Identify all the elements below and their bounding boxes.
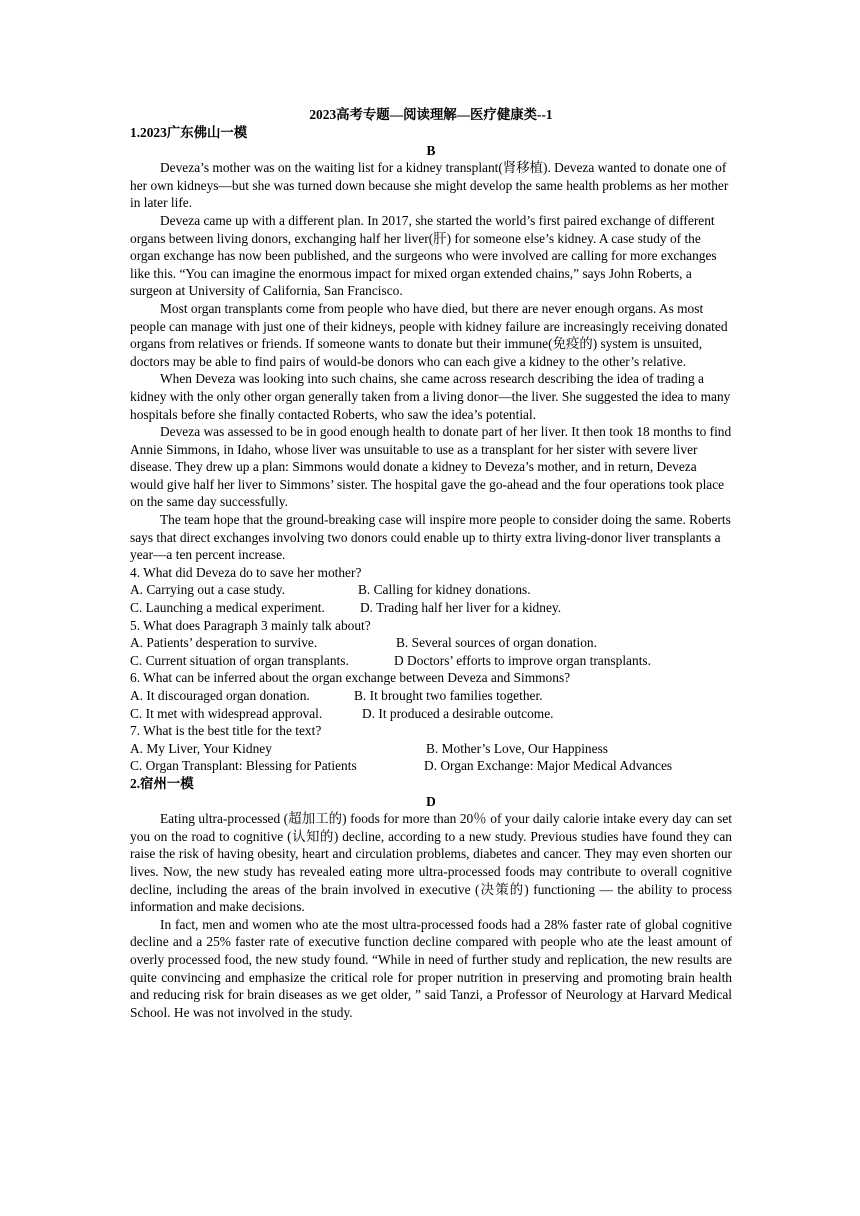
section-heading-2: 2.宿州一模 bbox=[130, 775, 194, 791]
paragraph: When Deveza was looking into such chains, she came across research describing the idea of trading a kidney with the only other organ generally taken from a living donor—the liver. She suggested the idea to many hospitals before she finally contacted Roberts, who saw the idea’s potential. bbox=[130, 371, 731, 422]
option-d: D. It produced a desirable outcome. bbox=[362, 705, 554, 721]
option-row bbox=[130, 757, 732, 775]
question-stem: 7. What is the best title for the text? bbox=[130, 723, 322, 739]
option-d: D. Trading half her liver for a kidney. bbox=[360, 600, 562, 616]
paragraph: Most organ transplants come from people who have died, but there are never enough organs. As most people can manage with just one of their kidneys, people with kidney failure are increasingly receiving donated organs from relatives or friends. If someone wants to donate but their immune(免疫的) system is unsuited, doctors may be able to find pairs of would-be donors who can each give a kidney to the other’s relative. bbox=[130, 300, 728, 369]
option-c: C. Organ Transplant: Blessing for Patients bbox=[130, 758, 357, 774]
option-b: B. Calling for kidney donations. bbox=[358, 582, 531, 598]
option-row bbox=[130, 652, 732, 670]
paragraph: Deveza’s mother was on the waiting list for a kidney transplant(肾移植). Deveza wanted to donate one of her own kidneys—but she was turned down because she might develop the same health problems as her mother in later life. bbox=[130, 160, 729, 211]
section-heading-1: 1.2023广东佛山一模 bbox=[130, 125, 248, 140]
option-row bbox=[130, 740, 732, 758]
option-a: A. My Liver, Your Kidney bbox=[130, 740, 272, 756]
option-c: C. It met with widespread approval. bbox=[130, 705, 323, 721]
option-b: B. It brought two families together. bbox=[354, 688, 543, 703]
option-b: B. Mother’s Love, Our Happiness bbox=[426, 740, 608, 756]
option-row bbox=[130, 581, 732, 599]
option-row bbox=[130, 705, 732, 723]
option-a: A. Patients’ desperation to survive. bbox=[130, 635, 318, 651]
paragraph: In fact, men and women who ate the most ultra-processed foods had a 28% faster rate of global cognitive decline and a 25% faster rate of executive function decline compared with people who ate the least amount of overly processed food, the new study found. “While in need of further study and replication, the new results are quite convincing and emphasize the critical role for proper nutrition in preserving and promoting brain health and reducing risk for brain diseases as we get older, ” said Tanzi, a Professor of Neurology at Harvard Medical School. He was not involved in the study. bbox=[130, 916, 732, 1020]
question-stem: 6. What can be inferred about the organ exchange between Deveza and Simmons? bbox=[130, 670, 571, 686]
option-row bbox=[130, 687, 732, 705]
option-d: D Doctors’ efforts to improve organ transplants. bbox=[394, 652, 651, 668]
passage-letter-d: D bbox=[426, 793, 436, 809]
option-row bbox=[130, 599, 732, 617]
option-row bbox=[130, 634, 732, 652]
paragraph: Eating ultra-processed (超加工的) foods for more than 20％ of your daily calorie intake every day can set you on the road to cognitive (认知的) decline, according to a new study. Previous studies have found they can raise the risk of having obesity, heart and circulation problems, diabetes and cancer. They may even shorten our lives. Now, the new study has revealed eating more ultra-processed foods may contribute to overall cognitive decline, including the areas of the brain involved in executive (决策的) functioning — the ability to process information and make decisions. bbox=[130, 811, 732, 915]
passage-letter-b: B bbox=[426, 142, 436, 158]
option-d: D. Organ Exchange: Major Medical Advances bbox=[424, 758, 673, 774]
option-c: C. Current situation of organ transplants. bbox=[130, 652, 349, 668]
paragraph: Deveza was assessed to be in good enough health to donate part of her liver. It then took 18 months to find Annie Simmons, in Idaho, whose liver was unsuitable to use as a transplant for her sister with severe liver disease. They drew up a plan: Simmons would donate a kidney to Deveza’s mother, and in return, Deveza would give half her liver to Simmons’ sister. The hospital gave the go-ahead and the four operations took place on the same day successfully. bbox=[130, 424, 732, 510]
paragraph: Deveza came up with a different plan. In 2017, she started the world’s first paired exchange of different organs between living donors, exchanging half her liver(肝) for someone else’s kidney. A case study of the organ exchange has now been published, and the surgeons who were involved are calling for more exchanges like this. “You can imagine the enormous impact for mixed organ extended chains,” says John Roberts, a surgeon at University of California, San Francisco. bbox=[130, 212, 717, 299]
question-stem: 4. What did Deveza do to save her mother? bbox=[130, 564, 362, 580]
document-content bbox=[130, 106, 732, 1021]
option-a: A. It discouraged organ donation. bbox=[130, 688, 310, 703]
paragraph: The team hope that the ground-breaking case will inspire more people to consider doing the same. Roberts says that direct exchanges involving two donors could enable up to thirty extra living-donor liver transplants a year—a ten percent increase. bbox=[130, 512, 731, 563]
option-a: A. Carrying out a case study. bbox=[130, 582, 285, 598]
option-b: B. Several sources of organ donation. bbox=[396, 635, 597, 651]
document-title: 2023高考专题—阅读理解—医疗健康类--1 bbox=[309, 107, 553, 122]
question-stem: 5. What does Paragraph 3 mainly talk about? bbox=[130, 617, 371, 633]
option-c: C. Launching a medical experiment. bbox=[130, 600, 325, 616]
